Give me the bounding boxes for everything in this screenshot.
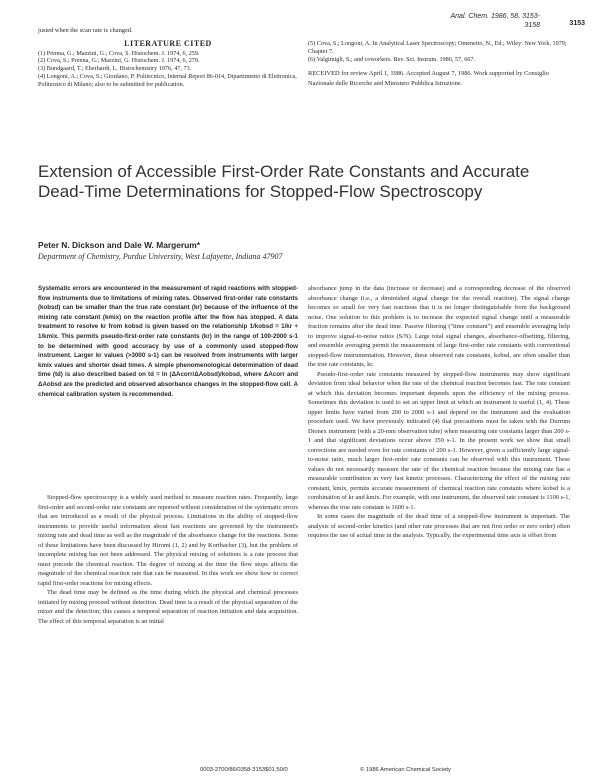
prev-article-text: justed when the scan rate is changed. [38, 27, 133, 34]
body-paragraph: The dead time may be defined as the time during which the physical and chemical processes initiated by mixing proceed without detection. Dead time is a result of the physical separation of the mixer and the detection; this causes a temporal separation of reaction initiation and data acquisition. The effect of this temporal separation is an initial [38, 589, 298, 625]
previous-article-right [308, 40, 568, 88]
reference-list-left [38, 50, 298, 89]
journal-citation: Anal. Chem. 1986, 58, 3153-3158 [450, 13, 540, 29]
affiliation: Department of Chemistry, Purdue University, West Lafayette, Indiana 47907 [38, 252, 283, 261]
body-paragraph: absorbance jump in the data (increase or decrease) and a corresponding decrease of the observed absorbance change (i.e., a diminished signal change for the overall reaction). The signal change becomes so small for very fast reactions that it is no longer distinguishable from the background noise. One solution to this problem is to increase the expected signal change until a measurable fraction remains after the dead time. Passive filtering ("time constant") and ensemble averaging help to improve signal-to-noise ratios (S/N). Large total signal changes, absorbance-offsetting, filtering, and ensemble averaging permit the measurement of large first-order rate constants with conventional stopped-flow instrumentation. However, these observed rate constants, kobsd, are often smaller than the true rate constants, kr. [308, 285, 570, 368]
reference-item: (6) Valgimigli, S.; and coworkers. Rev. Sci. Instrum. 1986, 57, 667. [308, 55, 476, 63]
previous-article-tail [38, 26, 298, 88]
article-title: Extension of Accessible First-Order Rate Constants and Accurate Dead-Time Determinations for Stopped-Flow Spectroscopy [38, 162, 530, 201]
reference-item: (5) Cova, S.; Longoni, A. In Analytical Laser Spectroscopy; Omenetto, N., Ed.; Wiley: New York, 1979; Chapter 7. [308, 40, 567, 55]
body-right-column [308, 284, 570, 541]
body-paragraph: In some cases the magnitude of the dead time of a stopped-flow instrument is important. The analysis of second-order kinetics (and other rate processes that are not first order or zero order) often requires the use of actual time in the analysis. Typically, the experimental time axis is offset from [308, 513, 570, 539]
abstract: Systematic errors are encountered in the measurement of rapid reactions with stopped-flow instruments due to limitations of mixing rates. Observed first-order rate constants (kobsd) can be smaller than the true rate constant (kr) because of the influence of the mixing rate constant (kmix) on the reaction profile after the flow has stopped. A data treatment to resolve kr from kobsd is given based on the relationship 1/kobsd = 1/kr + 1/kmix. This permits pseudo-first-order rate constants (kr) in the range of 100-2000 s-1 to be determined with good accuracy by use of a commonly used stopped-flow instrument. Larger kr values (>3000 s-1) can be resolved from instruments with larger kmix values and shorter dead times. A simple phenomenological determination of dead time (td) is also described based on td = ln (ΔAcorr/ΔAobsd)/kobsd, where ΔAcorr and ΔAobsd are the predicted and observed absorbance changes in the stopped-flow cell. A chemical calibration system is recommended. [38, 285, 298, 398]
received-note: RECEIVED for review April 1, 1986. Accepted August 7, 1986. Work supported by Consiglio Nazionale delle Ricerche and Ministero Pubblica Istruzione. [308, 70, 549, 87]
body-paragraph: Pseudo-first-order rate constants measured by stopped-flow instruments may show significant deviation from ideal behavior when the rate of the chemical reaction becomes fast. The rate constant at which this deviation becomes important depends upon the efficiency of the mixing process. Sometimes this deviation is used to set an upper limit at which an instrument is useful (1, 4). These upper limits have varied from 200 to 2000 s-1 and depend on the instrument and the evaluation procedure used. We have previously indicated (4) that precautions must be taken with the Durrum Dionex instrument (with a 20-mm observation tube) when measuring rate constants larger than 200 s-1 and that significant deviations occur above 350 s-1. In the present work we show that small corrections are needed even for rate constants of 200 s-1. However, given a sufficiently large signal-to-noise ratio, much larger first-order rate constants can be observed with this instrument. These values do not necessarily measure the rate of the chemical reaction because the mixing rate has a measurable contribution in very fast kinetic processes. Characterizing the effect of the mixing rate constant, kmix, permits accurate measurement of chemical reaction rate constants where kobsd is a combination of kr and kmix. For example, with one instrument, the observed rate constant is 1100 s-1, whereas the true rate constant is 1600 s-1. [308, 370, 570, 511]
reference-item: (3) Bundgaard, T.; Eberhardt, L. Histochemistry 1976, 47, 73. [38, 65, 192, 73]
footer-code: 0003-2700/86/0358-3153$01.50/0 [200, 767, 288, 773]
footer-copyright: © 1986 American Chemical Society [360, 767, 451, 773]
reference-item: (4) Longoni, A.; Cova, S.; Giordano, P. Politecnico, Internal Report 86-014, Dipartimento di Elettronica, Politecnico di Milano; also to be submitted for publication. [38, 72, 297, 88]
authors: Peter N. Dickson and Dale W. Margerum* [38, 240, 200, 250]
page-number: 3153 [569, 20, 585, 27]
reference-item: (2) Cova, S.; Prenna, G.; Mazzini, G. Histochem. J. 1974, 6, 279. [38, 57, 200, 65]
reference-item: (1) Prenna, G.; Mazzini, G.; Cova, S. Histochem. J. 1974, 6, 259. [38, 49, 200, 57]
body-left-column [38, 493, 298, 626]
reference-list-right [308, 40, 568, 63]
body-paragraph: Stopped-flow spectroscopy is a widely used method to measure reaction rates. Frequently, large first-order and second-order rate constants are reported without consideration of the systematic errors that are introduced as a result of the physical process. Limitations in the ability of stopped-flow instruments to provide useful information about fast reactions are governed by the instrument's mixing rate and dead time as well as the magnitude of the absorbance change for the reactions. Some of these limitations have been discussed by Hiromi (1, 2) and by Kortbacher (3), but the problem of incomplete mixing has not been addressed. The physical mixing of solutions is a rate process that must precede the chemical reaction. The degree of mixing at the time the flow stops affects the magnitude of the chemical reaction rate that can be measured. In this work we show how to correct rapid first-order reactions for mixing effects. [38, 494, 298, 587]
literature-cited-heading: LITERATURE CITED [124, 38, 212, 48]
